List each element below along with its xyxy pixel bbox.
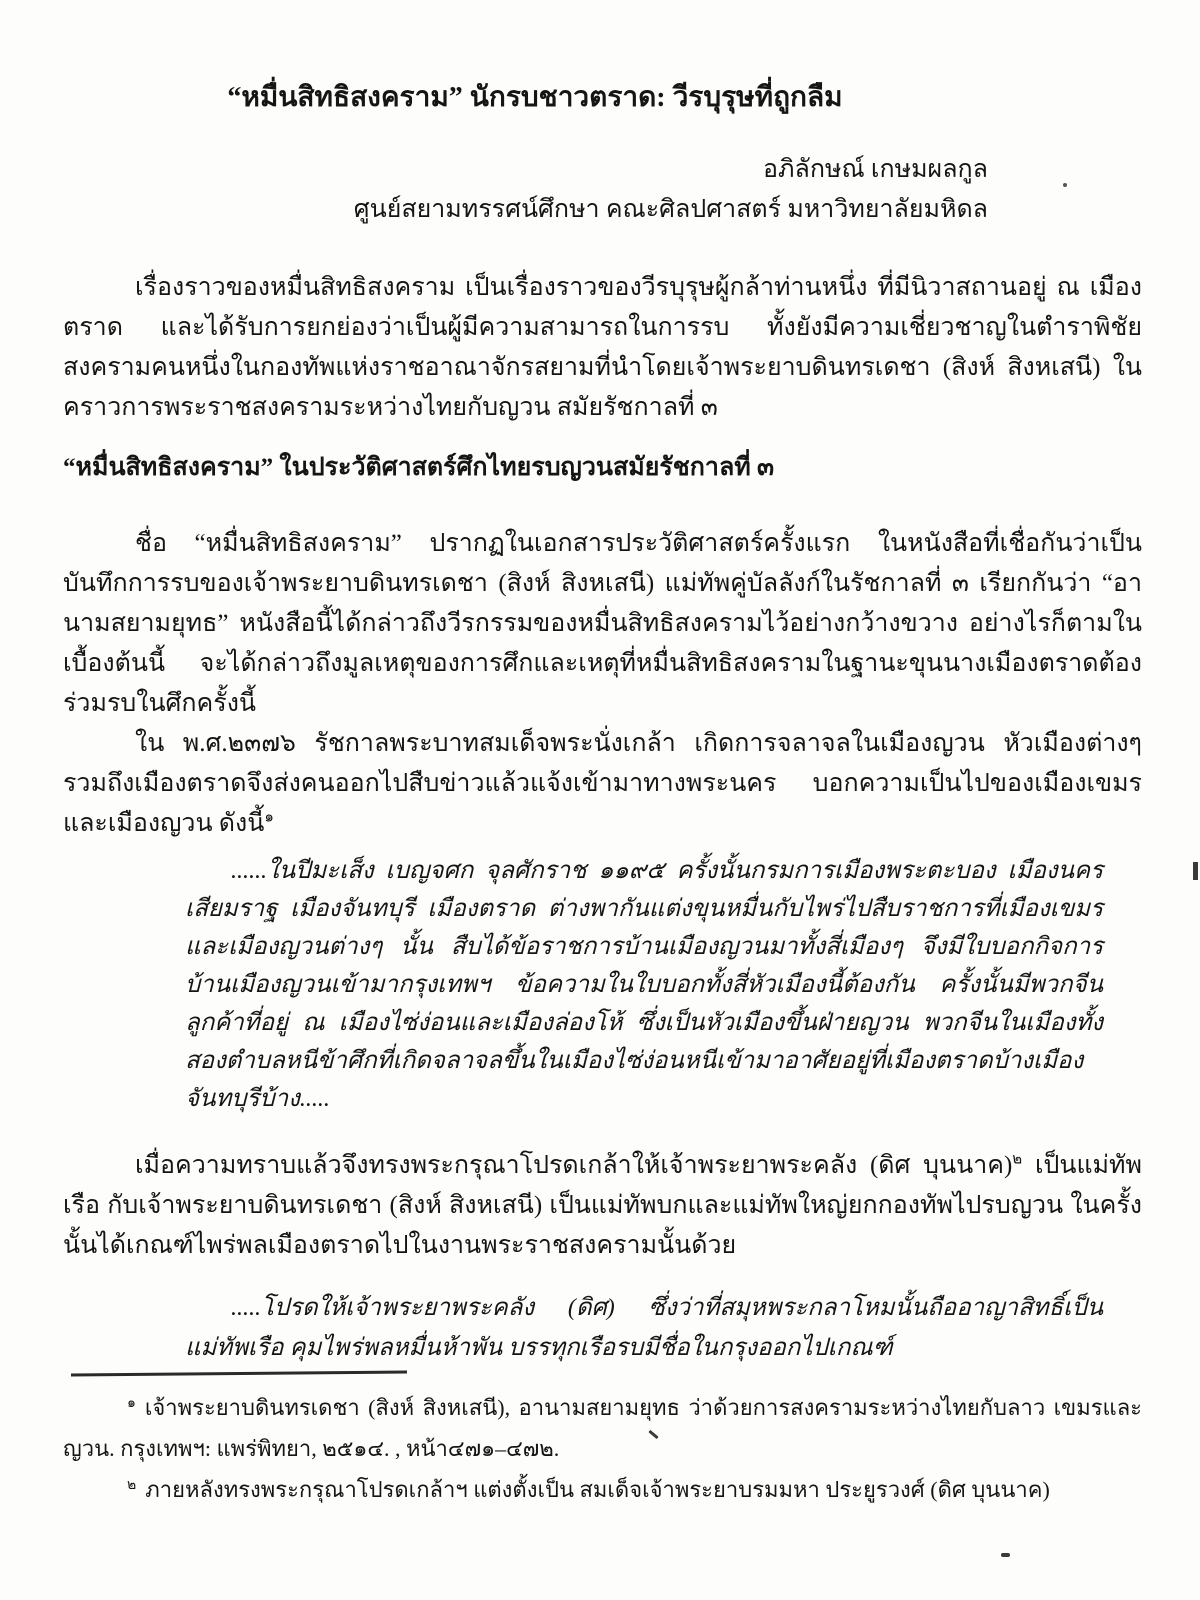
paragraph-events-text: ใน พ.ศ.๒๓๗๖ รัชกาลพระบาทสมเด็จพระนั่งเกล้า เกิดการจลาจลในเมืองญวน หัวเมืองต่างๆ รวมถึงเมืองตราดจึงส่งคนออกไปสืบข่าวแล้วแจ้งเข้ามาทางพระนคร บอกความเป็นไปของเมืองเขมรและเมืองญวน ดังนี้ [63, 730, 1142, 837]
footnote-1-marker: ๑ [127, 1395, 136, 1411]
quotation-royal-order: .....โปรดให้เจ้าพระยาพระคลัง (ดิศ) ซึ่งว่าที่สมุหพระกลาโหมนั้นถืออาญาสิทธิ์เป็นแม่ทัพเรือ คุมไพร่พลหมื่นห้าพัน บรรทุกเรือรบมีชื่อในกรุงออกไปเกณฑ์ [185, 1295, 1103, 1361]
author-affiliation: ศูนย์สยามทรรศน์ศึกษา คณะศิลปศาสตร์ มหาวิทยาลัยมหิดล [353, 196, 988, 223]
footnote-1 [63, 1387, 1142, 1469]
footnote-2 [63, 1469, 1142, 1510]
paragraph-intro [63, 268, 1142, 428]
section-heading-text: “หมื่นสิทธิสงคราม” ในประวัติศาสตร์ศึกไทยรบญวนสมัยรัชกาลที่ ๓ [63, 454, 775, 481]
quotation-chronicle-report: ......ในปีมะเส็ง เบญจศก จุลศักราช ๑๑๙๕ ครั้งนั้นกรมการเมืองพระตะบอง เมืองนครเสียมราฐ เมืองจันทบุรี เมืองตราด ต่างพากันแต่งขุนหมื่นกับไพร่ไปสืบราชการที่เมืองเขมรและเมืองญวนต่างๆ นั้น สืบได้ข้อราชการบ้านเมืองญวนมาทั้งสี่เมืองๆ จึงมีใบบอกกิจการบ้านเมืองญวนเข้ามากรุงเทพฯ ข้อความในใบบอกทั้งสี่หัวเมืองนี้ต้องกัน ครั้งนั้นมีพวกจีนลูกค้าที่อยู่ ณ เมืองไซ่ง่อนและเมืองล่องโห้ ซึ่งเป็นหัวเมืองขึ้นฝ่ายญวน พวกจีนในเมืองทั้งสองตำบลหนีข้าศึกที่เกิดจลาจลขึ้นในเมืองไซ่ง่อนหนีเข้ามาอาศัยอยู่ที่เมืองตราดบ้างเมืองจันทบุรีบ้าง..... [185, 858, 1103, 1112]
paragraph-royal-command-text [63, 1146, 1142, 1266]
footnote-ref-1: ๑ [264, 809, 274, 826]
paragraph-group-record [63, 524, 1142, 844]
scan-speck [1193, 862, 1198, 880]
scan-speck [1063, 183, 1067, 187]
footnote-ref-2: ๒ [1012, 1151, 1023, 1168]
paragraph-royal-command [63, 1146, 1142, 1266]
page-title: “หมื่นสิทธิสงคราม” นักรบชาวตราด: วีรบุรุษที่ถูกลืม [227, 82, 843, 113]
footnote-section [63, 1372, 1142, 1510]
section-heading [63, 448, 1142, 488]
byline-block [354, 150, 988, 230]
royal-command-pre: เมื่อความทราบแล้วจึงทรงพระกรุณาโปรดเกล้าให้เจ้าพระยาพระคลัง (ดิศ บุนนาค) [135, 1152, 1013, 1179]
footnote-separator-rule [71, 1371, 407, 1377]
footnote-1-text: เจ้าพระยาบดินทรเดชา (สิงห์ สิงหเสนี), อานามสยามยุทธ ว่าด้วยการสงครามระหว่างไทยกับลาว เขมรและญวน. กรุงเทพฯ: แพร่พิทยา, ๒๕๑๔. , หน้า๔๗๑–๔๗๒. [63, 1395, 1143, 1461]
royal-command-post: เป็นแม่ทัพเรือ กับเจ้าพระยาบดินทรเดชา (สิงห์ สิงหเสนี) เป็นแม่ทัพบกและแม่ทัพใหญ่ยกกองทัพไปรบญวน ในครั้งนั้นได้เกณฑ์ไพร่พลเมืองตราดไปในงานพระราชสงครามนั้นด้วย [63, 1152, 1142, 1259]
paragraph-intro-text: เรื่องราวของหมื่นสิทธิสงคราม เป็นเรื่องราวของวีรบุรุษผู้กล้าท่านหนึ่ง ที่มีนิวาสถานอยู่ ณ เมืองตราด และได้รับการยกย่องว่าเป็นผู้มีความสามารถในการรบ ทั้งยังมีความเชี่ยวชาญในตำราพิชัยสงครามคนหนึ่งในกองทัพแห่งราชอาณาจักรสยามที่นำโดยเจ้าพระยาบดินทรเดชา (สิงห์ สิงหเสนี) ในคราวการพระราชสงครามระหว่างไทยกับญวน สมัยรัชกาลที่ ๓ [63, 274, 1142, 421]
paragraph-events-2376 [63, 724, 1142, 844]
author-name: อภิลักษณ์ เกษมผลกูล [763, 156, 988, 183]
footnote-2-text: ภายหลังทรงพระกรุณาโปรดเกล้าฯ แต่งตั้งเป็น สมเด็จเจ้าพระยาบรมมหา ประยูรวงศ์ (ดิศ บุนนาค) [145, 1477, 1050, 1502]
scan-speck [1001, 1553, 1010, 1557]
paragraph-first-record: ชื่อ “หมื่นสิทธิสงคราม” ปรากฏในเอกสารประวัติศาสตร์ครั้งแรก ในหนังสือที่เชื่อกันว่าเป็นบันทึกการรบของเจ้าพระยาบดินทรเดชา (สิงห์ สิงหเสนี) แม่ทัพคู่บัลลังก์ในรัชกาลที่ ๓ เรียกกันว่า “อานามสยามยุทธ” หนังสือนี้ได้กล่าวถึงวีรกรรมของหมื่นสิทธิสงครามไว้อย่างกว้างขวาง อย่างไรก็ตามในเบื้องต้นนี้ จะได้กล่าวถึงมูลเหตุของการศึกและเหตุที่หมื่นสิทธิสงครามในฐานะขุนนางเมืองตราดต้องร่วมรบในศึกครั้งนี้ [63, 530, 1142, 717]
footnote-2-marker: ๒ [127, 1477, 137, 1493]
